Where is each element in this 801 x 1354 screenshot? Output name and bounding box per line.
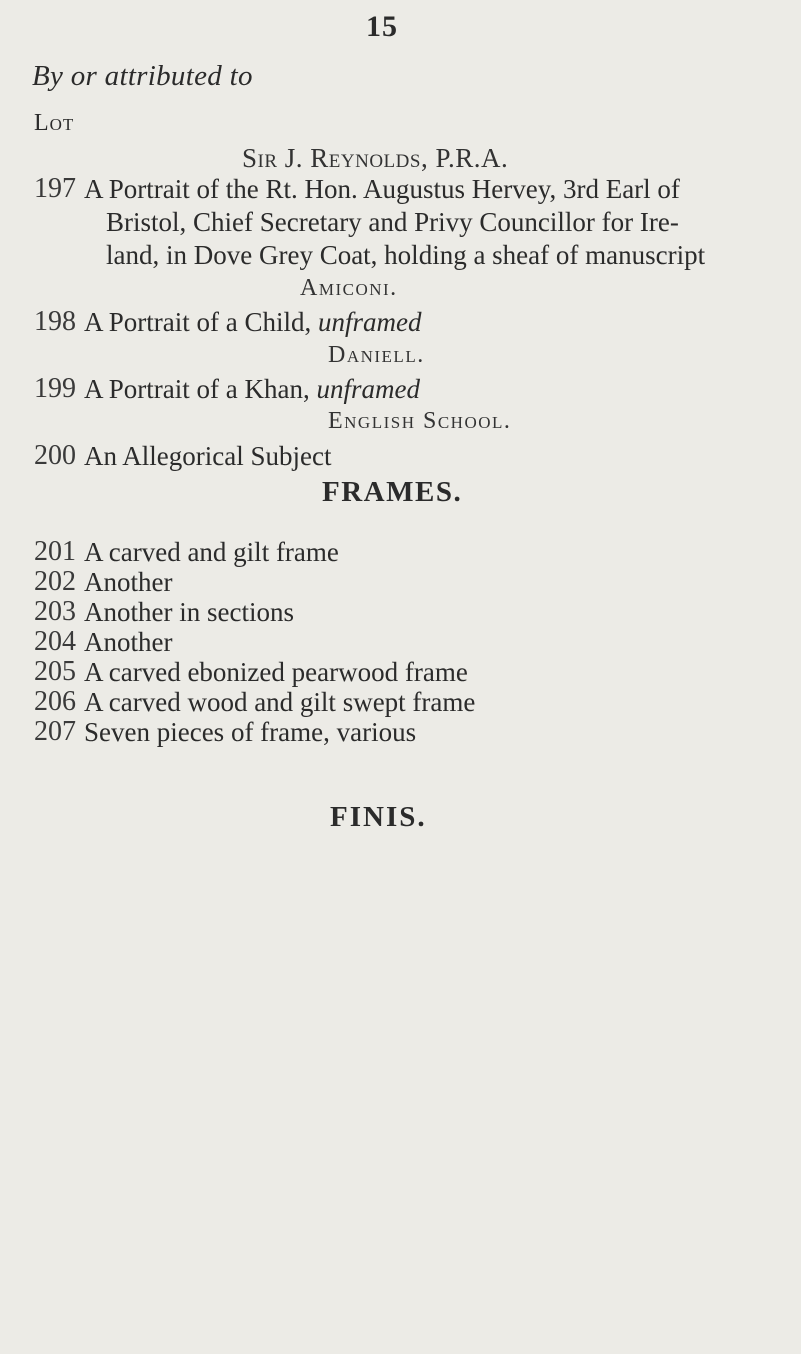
- lot-number-202: 202: [34, 566, 76, 597]
- artist-name: Sir J. Reynolds, P.R.A.: [242, 143, 509, 173]
- page-number: 15: [366, 10, 398, 43]
- lot-number-200: 200: [34, 440, 76, 471]
- lot-number-201: 201: [34, 536, 76, 567]
- lot-number-204: 204: [34, 626, 76, 657]
- lot-number-197: 197: [34, 173, 76, 204]
- lot-207-description: Seven pieces of frame, various: [84, 717, 417, 747]
- section-heading-frames: FRAMES.: [322, 476, 463, 508]
- section-header: By or attributed to: [32, 60, 253, 92]
- lot-number-206: 206: [34, 686, 76, 717]
- lot-197-attribution: Amiconi.: [300, 275, 398, 301]
- lot-number-199: 199: [34, 373, 76, 404]
- lot-199-text: A Portrait of a Khan,: [84, 374, 317, 404]
- lot-198-description: [84, 306, 421, 338]
- lot-199-description: [84, 373, 420, 405]
- lot-202-description: Another: [84, 567, 173, 597]
- lot-206-description: A carved wood and gilt swept frame: [84, 687, 476, 717]
- lot-201-description: A carved and gilt frame: [84, 537, 339, 567]
- lot-205-description: A carved ebonized pearwood frame: [84, 657, 468, 687]
- lot-203-description: Another in sections: [84, 597, 294, 627]
- lot-197-line-1: A Portrait of the Rt. Hon. Augustus Hervey, 3rd Earl of: [84, 174, 680, 204]
- lot-number-207: 207: [34, 716, 76, 747]
- lot-number-205: 205: [34, 656, 76, 687]
- lot-198-text: A Portrait of a Child,: [84, 307, 318, 337]
- lot-198-attribution: Daniell.: [328, 342, 425, 368]
- lot-197-line-2: Bristol, Chief Secretary and Privy Councillor for Ire-: [106, 207, 679, 237]
- lot-199-italic: unframed: [316, 374, 420, 404]
- lot-198-italic: unframed: [317, 307, 422, 337]
- lot-number-198: 198: [34, 306, 76, 337]
- lot-column-heading: Lot: [34, 110, 75, 136]
- lot-204-description: Another: [84, 627, 173, 657]
- lot-197-line-3: land, in Dove Grey Coat, holding a sheaf of manuscript: [106, 240, 706, 270]
- finis-footer: FINIS.: [330, 801, 427, 833]
- lot-200-description: An Allegorical Subject: [84, 441, 332, 471]
- lot-199-attribution: English School.: [328, 408, 512, 434]
- lot-number-203: 203: [34, 596, 76, 627]
